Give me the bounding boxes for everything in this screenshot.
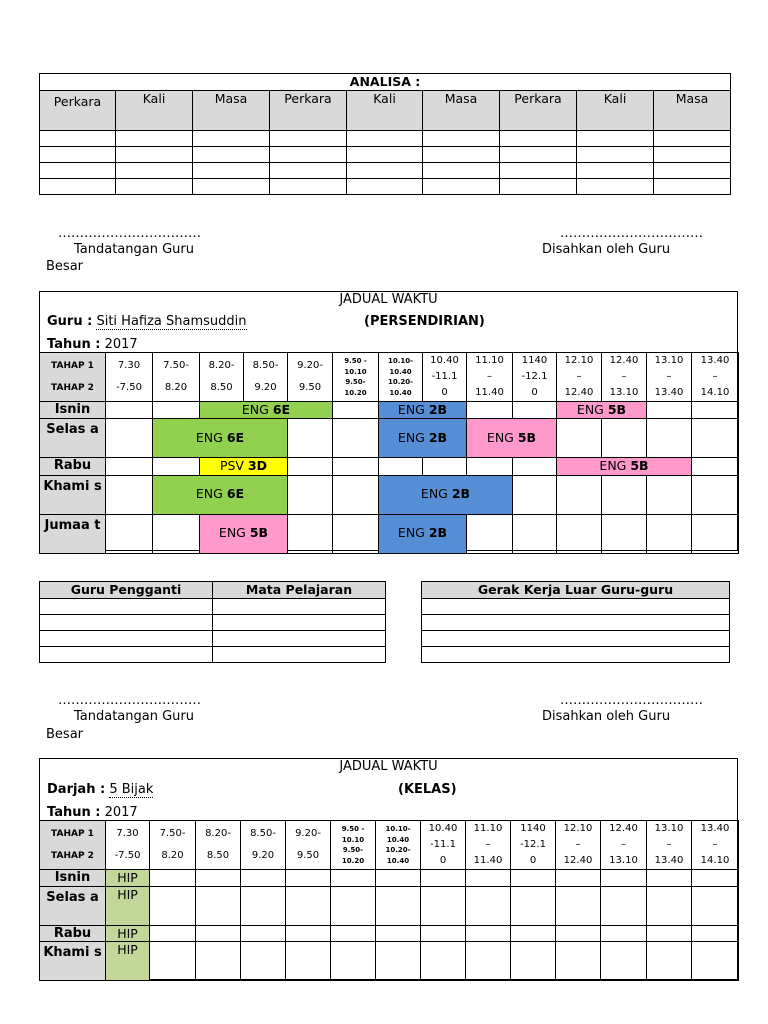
slot-header: 8.50- 9.20 xyxy=(244,353,288,402)
lesson-cell: ENG 6E xyxy=(200,402,333,419)
lesson-cell: ENG 2B xyxy=(379,514,467,553)
tahun-row xyxy=(47,337,138,352)
lesson-hip: HIP xyxy=(106,886,150,925)
day-jumaat: Jumaa t xyxy=(40,514,106,553)
guru-pengganti-table xyxy=(39,581,386,663)
signature-label-guru: Tandatangan Guru xyxy=(74,709,195,724)
day-isnin: Isnin xyxy=(40,402,106,419)
day-selasa: Selas a xyxy=(40,886,106,925)
slot-header: 10.10- 10.40 10.20- 10.40 xyxy=(376,821,421,870)
slot-header: 13.40 – 14.10 xyxy=(692,353,739,402)
slot-header: 9.50 - 10.10 9.50- 10.20 xyxy=(333,353,379,402)
slot-header: 9.50 - 10.10 9.50- 10.20 xyxy=(331,821,376,870)
day-rabu: Rabu xyxy=(40,458,106,475)
lesson-hip: HIP xyxy=(106,925,150,942)
gerak-kerja-header: Gerak Kerja Luar Guru-guru xyxy=(422,582,730,599)
analisa-header: Kali xyxy=(577,91,654,131)
slot-header: 13.10 – 13.40 xyxy=(647,353,692,402)
day-isnin: Isnin xyxy=(40,870,106,887)
slot-header: 10.40 -11.1 0 xyxy=(423,353,467,402)
analisa-header: Masa xyxy=(193,91,270,131)
timetable-grid-2 xyxy=(39,820,739,981)
slot-header: 12.40 – 13.10 xyxy=(602,353,647,402)
guru-pengganti-header: Guru Pengganti xyxy=(40,582,213,599)
slot-header: 10.40 -11.1 0 xyxy=(421,821,466,870)
lesson-cell: ENG 2B xyxy=(379,419,467,458)
tahun-label: Tahun : xyxy=(47,337,101,352)
slot-header: 1140 -12.1 0 xyxy=(511,821,556,870)
analisa-header: Masa xyxy=(423,91,500,131)
signature-label-disahkan: Disahkan oleh Guru xyxy=(542,709,671,724)
day-rabu: Rabu xyxy=(40,925,106,942)
analisa-header: Perkara xyxy=(270,91,347,131)
analisa-title: ANALISA : xyxy=(40,74,731,91)
lesson-hip: HIP xyxy=(106,870,150,887)
day-khamis: Khami s xyxy=(40,475,106,514)
slot-header: 7.30 -7.50 xyxy=(106,353,153,402)
guru-name: Siti Hafiza Shamsuddin xyxy=(96,314,247,329)
analisa-header: Perkara xyxy=(500,91,577,131)
tahap-header: TAHAP 1 TAHAP 2 xyxy=(40,821,106,870)
analisa-header: Kali xyxy=(347,91,423,131)
slot-header: 7.50- 8.20 xyxy=(153,353,200,402)
darjah-value: 5 Bijak xyxy=(109,782,154,797)
lesson-cell: ENG 6E xyxy=(153,475,288,514)
slot-header: 11.10 – 11.40 xyxy=(466,821,511,870)
lesson-cell: ENG 2B xyxy=(379,475,513,514)
tahun-row xyxy=(47,805,138,820)
slot-header: 13.10 – 13.40 xyxy=(647,821,692,870)
tahun-label: Tahun : xyxy=(47,805,101,820)
gerak-kerja-table xyxy=(421,581,730,663)
mata-pelajaran-header: Mata Pelajaran xyxy=(213,582,386,599)
timetable-type: (PERSENDIRIAN) xyxy=(364,314,485,329)
analisa-table xyxy=(39,73,731,195)
day-khamis: Khami s xyxy=(40,942,106,981)
slot-header: 13.40 – 14.10 xyxy=(692,821,739,870)
signature-dots-guru: …………………………… xyxy=(58,693,201,708)
day-selasa: Selas a xyxy=(40,419,106,458)
tahun-value: 2017 xyxy=(104,337,138,352)
timetable-title: JADUAL WAKTU xyxy=(339,292,438,307)
signature-dots-guru-besar: …………………………… xyxy=(560,226,703,241)
timetable-grid-1 xyxy=(39,352,739,554)
signature-dots-guru: …………………………… xyxy=(58,226,201,241)
slot-header: 10.10- 10.40 10.20- 10.40 xyxy=(379,353,423,402)
timetable-type: (KELAS) xyxy=(398,782,457,797)
lesson-hip: HIP xyxy=(106,942,150,981)
lesson-cell: ENG 5B xyxy=(200,514,288,553)
signature-label-guru: Tandatangan Guru xyxy=(74,242,195,257)
lesson-cell: ENG 5B xyxy=(557,458,692,475)
slot-header: 7.50- 8.20 xyxy=(150,821,196,870)
lesson-cell: PSV 3D xyxy=(200,458,288,475)
slot-header: 12.10 – 12.40 xyxy=(556,821,601,870)
signature-dots-guru-besar: …………………………… xyxy=(560,693,703,708)
timetable-title: JADUAL WAKTU xyxy=(339,759,438,774)
lesson-cell: ENG 6E xyxy=(153,419,288,458)
slot-header: 12.10 – 12.40 xyxy=(557,353,602,402)
slot-header: 7.30 -7.50 xyxy=(106,821,150,870)
slot-header: 9.20- 9.50 xyxy=(286,821,331,870)
slot-header: 12.40 – 13.10 xyxy=(601,821,647,870)
lesson-cell: ENG 5B xyxy=(467,419,557,458)
tahap-header: TAHAP 1 TAHAP 2 xyxy=(40,353,106,402)
signature-label-besar: Besar xyxy=(46,259,84,274)
signature-label-disahkan: Disahkan oleh Guru xyxy=(542,242,671,257)
lesson-cell: ENG 2B xyxy=(379,402,467,419)
slot-header: 11.10 – 11.40 xyxy=(467,353,513,402)
guru-label: Guru : xyxy=(47,314,93,329)
signature-label-besar: Besar xyxy=(46,727,84,742)
analisa-header: Masa xyxy=(654,91,731,131)
darjah-row xyxy=(47,782,153,797)
guru-row xyxy=(47,314,247,329)
tahun-value: 2017 xyxy=(104,805,138,820)
slot-header: 1140 -12.1 0 xyxy=(513,353,557,402)
analisa-header: Perkara xyxy=(40,91,116,131)
analisa-header: Kali xyxy=(116,91,193,131)
darjah-label: Darjah : xyxy=(47,782,106,797)
slot-header: 8.50- 9.20 xyxy=(241,821,286,870)
slot-header: 8.20- 8.50 xyxy=(196,821,241,870)
slot-header: 8.20- 8.50 xyxy=(200,353,244,402)
slot-header: 9.20- 9.50 xyxy=(288,353,333,402)
lesson-cell: ENG 5B xyxy=(557,402,647,419)
